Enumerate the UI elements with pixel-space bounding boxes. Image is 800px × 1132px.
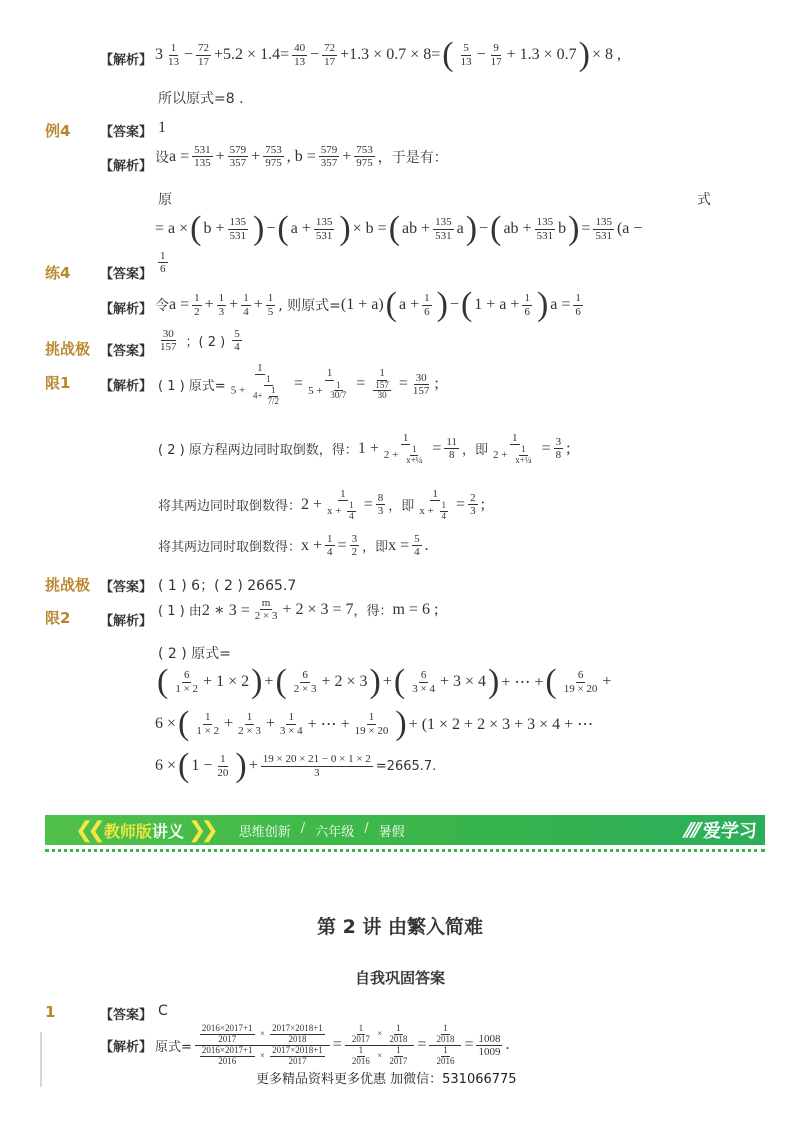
part-text: ，即 <box>362 540 389 556</box>
margin-bar <box>40 1032 42 1087</box>
answer-tag: 【答案】 <box>100 344 153 359</box>
word-yuan: 原 <box>158 192 172 208</box>
part-text: ，即 <box>388 499 415 515</box>
part-text: 将其两边同时取倒数得： <box>158 499 302 515</box>
word-shi: 式 <box>697 192 711 208</box>
brand-logo: ⫽⫽ 爱学习 <box>683 818 757 842</box>
formula-line: ( 2 ) 原方程两边同时取倒数，得： 1 + 1 2 + $\frac{1}{\text{x+¼}}$ = $\frac{11}{8}$ ，即 1 2 + $\frac{1}{\text{x+¼}}$ = $\frac{3}{8}$ ; <box>158 432 571 465</box>
formula-line: 将其两边同时取倒数得： x + $\frac{1}{4}$ = $\frac{3}{2}$ ，即 x = $\frac{5}{4}$ . <box>158 533 429 559</box>
formula-line: 设 a = $\frac{531}{135}$ + $\frac{579}{357}$ + $\frac{753}{975}$ , b = $\frac{579}{357}$ + $\frac{753}{975}$ ，于是有： <box>155 144 448 170</box>
part-text: ( 2 ) 原式= <box>158 646 231 662</box>
divider <box>45 849 765 852</box>
double-chevron-left-icon: ❮❮ <box>75 817 100 843</box>
question-number: 1 <box>45 1003 56 1021</box>
formula-line: = a × ( b + $\frac{135}{531}$ ) − ( a + $\frac{135}{531}$ ) × b = ( ab + $\frac{135}{531}$ a ) − ( ab + $\frac{135}{531}$ b ) = $\frac{135}{531}$ (a − <box>155 210 643 247</box>
formula-line: 6 × ( 1 − $\frac{1}{20}$ ) + $\frac{19 \times 20 \times 21 - 0 \times 1 \times 2}{3}$ =2665.7. <box>155 747 437 784</box>
answer-value: $\frac{1}{6}$ <box>160 250 166 276</box>
double-chevron-right-icon: ❯❯ <box>187 817 213 843</box>
answer-value: C <box>158 1003 168 1019</box>
formula-line: 将其两边同时取倒数得： 2 + 1 x + $\frac{1}{4}$ = $\frac{8}{3}$ ，即 1 x + $\frac{1}{4}$ = $\frac{2}{3}$ ; <box>158 488 486 521</box>
part-text: 将其两边同时取倒数得： <box>158 540 302 556</box>
formula-line: 令 a = $\frac{1}{2}$ + $\frac{1}{3}$ + $\frac{1}{4}$ + $\frac{1}{5}$ , 则原式= (1 + a) ( a + $\frac{1}{6}$ ) − ( 1 + a + $\frac{1}{6}$ ) a = $\frac{1}{6}$ <box>155 286 581 323</box>
header-banner <box>45 815 765 845</box>
challenge-label-2: 限1 <box>45 374 71 392</box>
analysis-tag: 【解析】 <box>100 1040 153 1055</box>
practice-label: 练4 <box>45 264 71 282</box>
section-title: 自我巩固答案 <box>354 969 445 987</box>
logo-mark-icon: ⫽⫽ <box>683 818 697 842</box>
part-text: ( 1 ) 原式= <box>158 378 226 394</box>
formula-line: ( 1 ) 原式= 1 5 + 1 4+ $\frac{1}{7/2}$ = 1 5 + $\frac{1}{30/7}$ = $\frac{1}{\frac{157}{30}}$ = $\frac{30}{157}$ ; <box>158 362 439 406</box>
challenge-label: 挑战极 <box>45 576 91 594</box>
answer-part2: ；( 2 ) <box>185 335 226 351</box>
conclusion-text: 所以原式=8 . <box>158 91 244 107</box>
lecture-title: 第 2 讲 由繁入简难 <box>316 916 484 938</box>
analysis-tag: 【解析】 <box>100 614 153 629</box>
result-text: =2665.7. <box>375 758 437 774</box>
part-text: ( 2 ) 原方程两边同时取倒数，得： <box>158 443 358 459</box>
answer-value: 1 <box>158 119 166 136</box>
then-text: , 则原式= <box>278 298 341 314</box>
analysis-tag: 【解析】 <box>100 302 153 317</box>
breadcrumb-item: 六年级 <box>315 824 355 840</box>
ling-text: 令 <box>155 298 169 314</box>
answer-tag: 【答案】 <box>100 580 153 595</box>
challenge-label: 挑战极 <box>45 340 91 358</box>
breadcrumb: 思维创新 / 六年级 / 暑假 <box>238 820 405 840</box>
part-text: ，得： <box>353 604 393 620</box>
therefore-text: ，于是有： <box>377 149 448 166</box>
analysis-tag: 【解析】 <box>100 53 153 68</box>
formula-line: ( $\frac{6}{1 \times 2}$ + 1 × 2 ) + ( $\frac{6}{2 \times 3}$ + 2 × 3 ) + ( $\frac{6}{3 \times 4}$ + 3 × 4 ) + ⋯ + ( $\frac{6}{19 \times 20}$ + <box>157 663 612 700</box>
answer-value: ( 1 ) 6；( 2 ) 2665.7 <box>158 578 297 594</box>
breadcrumb-item: 暑假 <box>378 824 405 840</box>
part-text: ，即 <box>462 443 489 459</box>
part-text: ( 1 ) 由 <box>158 604 202 620</box>
formula-line: 6 × ( $\frac{1}{1 \times 2}$ + $\frac{1}{2 \times 3}$ + $\frac{1}{3 \times 4}$ + ⋯ + $\frac{1}{19 \times 20}$ ) + (1 × 2 + 2 × 3 + 3 × 4 + ⋯ <box>155 705 594 742</box>
banner-brand: 教师版讲义 <box>103 821 184 841</box>
part-text: 原式= <box>155 1039 192 1055</box>
answer-tag: 【答案】 <box>100 1008 153 1023</box>
challenge-label-2: 限2 <box>45 609 71 627</box>
formula-line: 原式= $\frac{2016\times 2017+1}{2017}$ × $\frac{2017\times 2018+1}{2018}$ $\frac{2016\times 2017+1}{2016}$ × $\frac{2017\times 2018+1}{2017}$ = $\frac{1}{2017}$ × $\frac{1}{2018}$ $\frac{1}{2016}$ × $\frac{1}{2017}$ = $\frac{\frac{1}{2018}}{\frac{1}{2016}}$ = $\frac{1008}{1009}$ . <box>155 1023 510 1066</box>
analysis-tag: 【解析】 <box>100 159 153 174</box>
answer-value: $\frac{30}{157}$ ；( 2 ) $\frac{5}{4}$ <box>160 328 240 354</box>
answer-tag: 【答案】 <box>100 125 153 140</box>
set-text: 设 <box>155 149 169 166</box>
example-label: 例4 <box>45 122 71 140</box>
formula-line: ( 1 ) 由 2 ∗ 3 = $\frac{m}{2 \times 3}$ + 2 × 3 = 7 ，得： m = 6 ; <box>158 597 439 623</box>
answer-tag: 【答案】 <box>100 267 153 282</box>
analysis-tag: 【解析】 <box>100 379 153 394</box>
breadcrumb-item: 思维创新 <box>238 824 291 840</box>
footer-note: 更多精品资料更多优惠 加微信：531066775 <box>256 1068 517 1087</box>
formula-line: 3 $\frac{1}{13}$ − $\frac{72}{17}$ +5.2 × 1.4= $\frac{40}{13}$ − $\frac{72}{17}$ +1.3 × 0.7 × 8= ( $\frac{5}{13}$ − $\frac{9}{17}$ + 1.3 × 0.7 ) × 8 , <box>155 36 621 73</box>
